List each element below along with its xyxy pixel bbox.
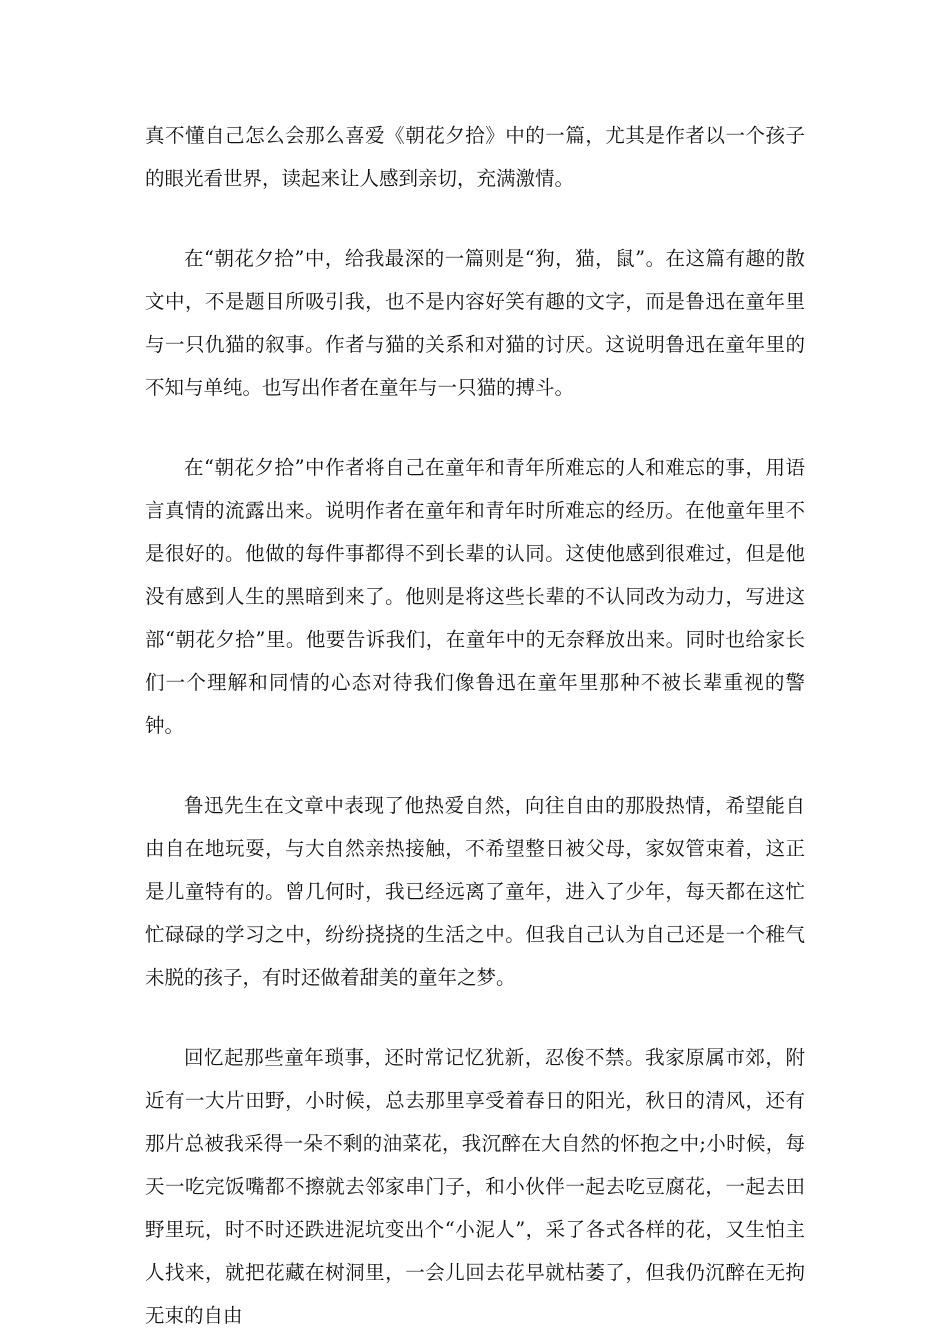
document-body [145,114,805,1337]
paragraph-love-of-nature: 鲁迅先生在文章中表现了他热爱自然，向往自由的那股热情，希望能自由自在地玩耍，与大自然亲热接触，不希望整日被父母，家奴管束着，这正是儿童特有的。曾几何时，我已经远离了童年，进入了少年，每天都在这忙忙碌碌的学习之中，纷纷挠挠的生活之中。但我自己认为自己还是一个稚气未脱的孩子，有时还做着甜美的童年之梦。 [145,794,805,989]
paragraph-dog-cat-mouse: 在“朝花夕拾”中，给我最深的一篇则是“狗，猫，鼠”。在这篇有趣的散文中，不是题目所吸引我，也不是内容好笑有趣的文字，而是鲁迅在童年里与一只仇猫的叙事。作者与猫的关系和对猫的讨厌。这说明鲁迅在童年里的不知与单纯。也写出作者在童年与一只猫的搏斗。 [145,247,805,399]
paragraph-recollection: 回忆起那些童年琐事，还时常记忆犹新，忍俊不禁。我家原属市郊，附近有一大片田野，小时候，总去那里享受着春日的阳光，秋日的清风，还有那片总被我采得一朵不剩的油菜花，我沉醉在大自然的怀抱之中;小时候，每天一吃完饭嘴都不擦就去邻家串门子，和小伙伴一起去吃豆腐花，一起去田野里玩，时不时还跌进泥坑变出个“小泥人”，采了各式各样的花，又生怕主人找来，就把花藏在树洞里，一会儿回去花早就枯萎了，但我仍沉醉在无拘无束的自由 [145,1046,805,1327]
paragraph-intro: 真不懂自己怎么会那么喜爱《朝花夕拾》中的一篇，尤其是作者以一个孩子的眼光看世界，读起来让人感到亲切，充满激情。 [145,124,805,190]
paragraph-childhood-memories: 在“朝花夕拾”中作者将自己在童年和青年所难忘的人和难忘的事，用语言真情的流露出来。说明作者在童年和青年时所难忘的经历。在他童年里不是很好的。他做的每件事都得不到长辈的认同。这使他感到很难过，但是他没有感到人生的黑暗到来了。他则是将这些长辈的不认同改为动力，写进这部“朝花夕拾”里。他要告诉我们，在童年中的无奈释放出来。同时也给家长们一个理解和同情的心态对待我们像鲁迅在童年里那种不被长辈重视的警钟。 [145,456,805,737]
